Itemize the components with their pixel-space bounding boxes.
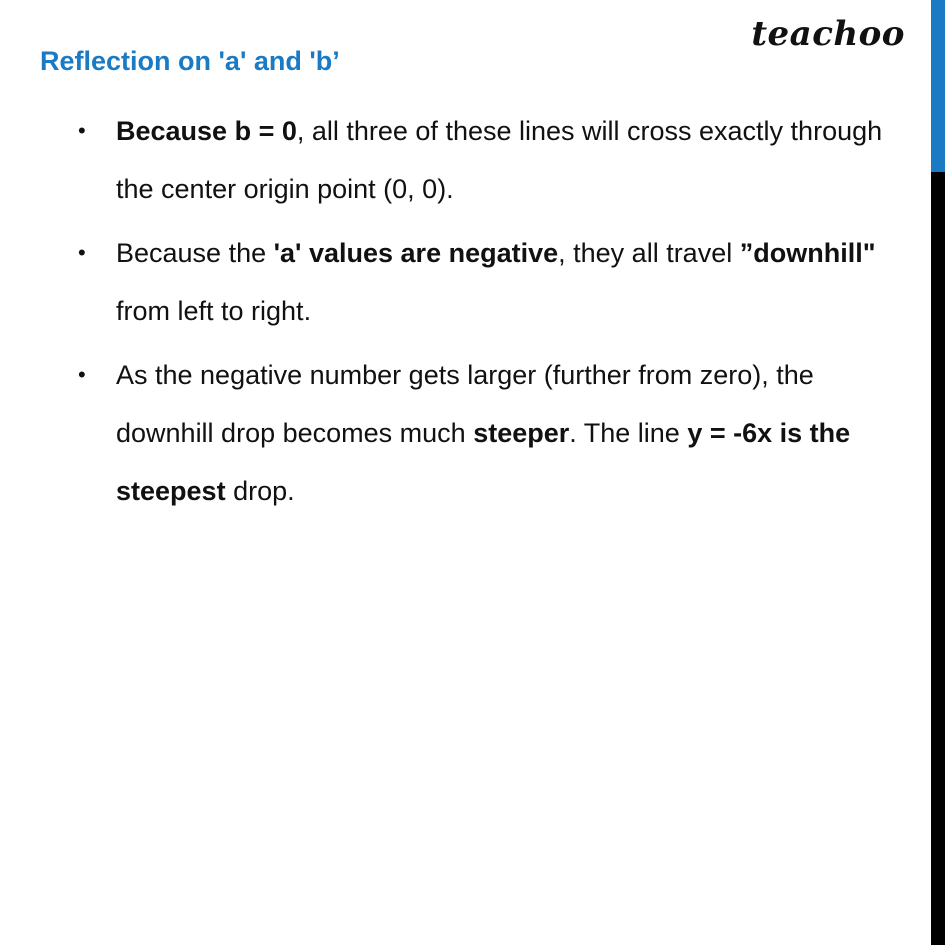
bullet-2-bold-1: 'a' values are negative: [273, 238, 559, 268]
bullet-2-text-2: , they all travel: [558, 238, 740, 268]
bullet-item-2: [78, 224, 908, 340]
bullet-item-3: [78, 346, 908, 520]
slide-title: Reflection on 'a' and 'b’: [40, 46, 340, 76]
bullet-2-bold-2: ”downhill": [739, 238, 876, 268]
bullet-2-text-3: from left to right.: [116, 296, 312, 326]
bullet-dot-icon: •: [78, 118, 86, 143]
bullet-list: [78, 102, 908, 526]
right-edge-accent: [931, 0, 945, 172]
teachoo-logo: teachoo: [751, 14, 905, 54]
bullet-1-text-1: , all three of these lines will cross exactly through the center origin point (0, 0).: [116, 116, 883, 204]
bullet-3-bold-1: steeper: [473, 418, 570, 448]
bullet-3-text-1: As the negative number gets larger (further from zero), the downhill drop becomes much: [116, 360, 814, 448]
bullet-2-text-1: Because the: [116, 238, 274, 268]
bullet-3-text-3: drop.: [225, 476, 295, 506]
bullet-3-text-2: . The line: [569, 418, 688, 448]
bullet-3-bold-2: y = -6x is the steepest: [116, 418, 851, 506]
bullet-item-1: [78, 102, 908, 218]
bullet-dot-icon: •: [78, 240, 86, 265]
bullet-1-bold-1: Because b = 0: [116, 116, 297, 146]
bullet-dot-icon: •: [78, 362, 86, 387]
